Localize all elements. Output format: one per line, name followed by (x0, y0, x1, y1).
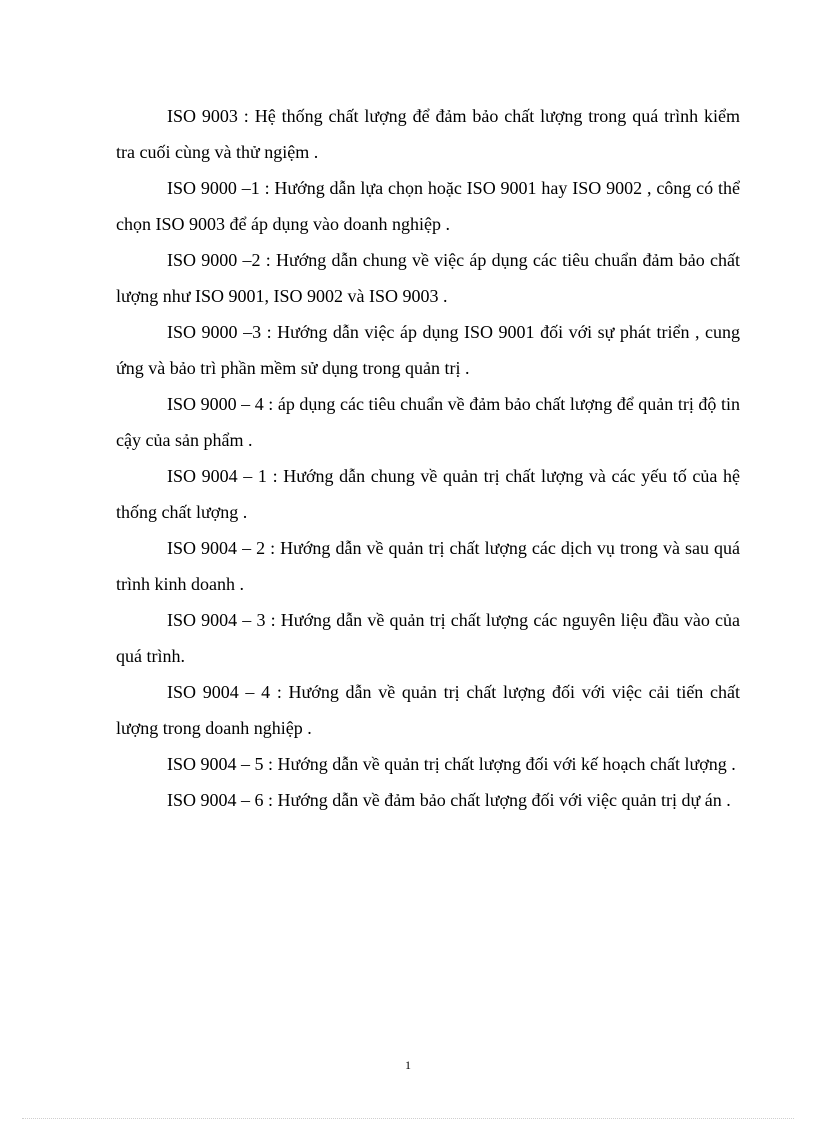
paragraph-iso-9004-4: ISO 9004 – 4 : Hướng dẫn về quản trị chất lượng đối với việc cải tiến chất lượng trong doanh nghiệp . (116, 682, 740, 738)
page-bottom-divider (22, 1118, 794, 1119)
paragraph-iso-9000-1: ISO 9000 –1 : Hướng dẫn lựa chọn hoặc ISO 9001 hay ISO 9002 , công có thể chọn ISO 9003 để áp dụng vào doanh nghiệp . (116, 178, 740, 234)
document-body (116, 98, 740, 818)
paragraph-iso-9000-2: ISO 9000 –2 : Hướng dẫn chung về việc áp dụng các tiêu chuẩn đảm bảo chất lượng như ISO 9001, ISO 9002 và ISO 9003 . (116, 250, 740, 306)
paragraph-iso-9004-1: ISO 9004 – 1 : Hướng dẫn chung về quản trị chất lượng và các yếu tố của hệ thống chất lượng . (116, 466, 740, 522)
page-number: 1 (405, 1058, 411, 1072)
paragraph-iso-9004-6: ISO 9004 – 6 : Hướng dẫn về đảm bảo chất lượng đối với việc quản trị dự án . (167, 790, 731, 810)
paragraph-iso-9003: ISO 9003 : Hệ thống chất lượng để đảm bảo chất lượng trong quá trình kiểm tra cuối cùng và thử ngiệm . (116, 106, 740, 162)
paragraph-iso-9000-3: ISO 9000 –3 : Hướng dẫn việc áp dụng ISO 9001 đối với sự phát triển , cung ứng và bảo trì phần mềm sử dụng trong quản trị . (116, 322, 740, 378)
paragraph-iso-9004-5: ISO 9004 – 5 : Hướng dẫn về quản trị chất lượng đối với kế hoạch chất lượng . (167, 754, 736, 774)
paragraph-iso-9000-4: ISO 9000 – 4 : áp dụng các tiêu chuẩn về đảm bảo chất lượng để quản trị độ tin cậy của sản phẩm . (116, 394, 740, 450)
paragraph-iso-9004-2: ISO 9004 – 2 : Hướng dẫn về quản trị chất lượng các dịch vụ trong và sau quá trình kinh doanh . (116, 538, 740, 594)
paragraph-iso-9004-3: ISO 9004 – 3 : Hướng dẫn về quản trị chất lượng các nguyên liệu đầu vào của quá trình. (116, 610, 740, 666)
